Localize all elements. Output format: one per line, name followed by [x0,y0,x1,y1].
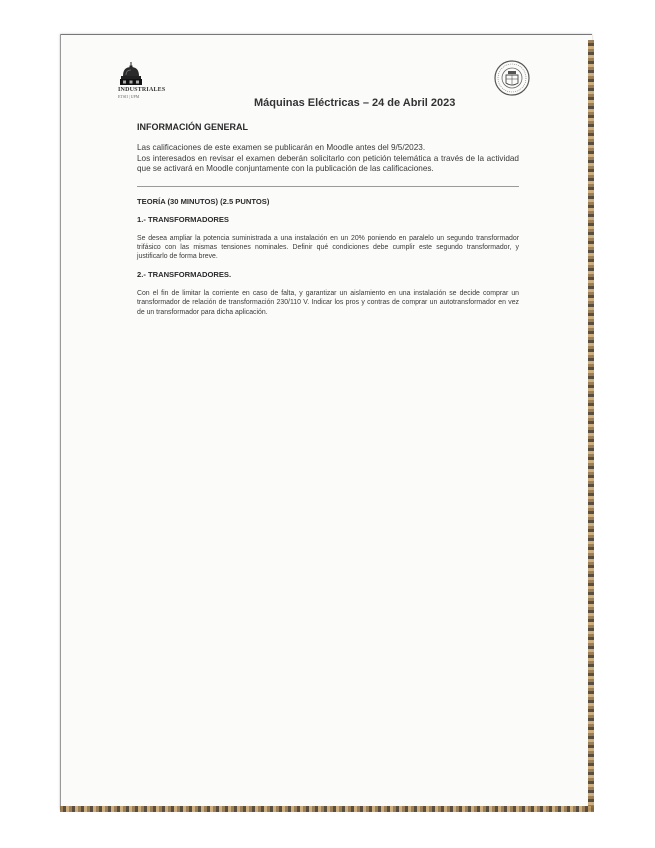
dome-logo-icon [118,62,144,86]
question-2-title: 2.- TRANSFORMADORES. [137,270,232,280]
general-info-paragraph: Los interesados en revisar el examen deberán solicitarlo con petición telemática a través de la actividad que se activará en Moodle conjuntamente con la publicación de las calificaciones. [137,153,519,173]
logo-text: INDUSTRIALES [118,87,166,93]
theory-heading: TEORÍA (30 MINUTOS) (2.5 PUNTOS) [137,196,270,206]
university-seal-icon [494,60,530,96]
question-1-title: 1.- TRANSFORMADORES [137,214,229,224]
school-logo [118,62,178,99]
question-2-body: Con el fin de limitar la corriente en caso de falta, y garantizar un aislamiento en una instalación se decide comprar un transformador de relación de transformación 230/110 V. Indicar los pros y contras de comprar un autotransformador en vez de un transformador para dicha aplicación. [137,290,519,316]
general-info-paragraph: Las calificaciones de este examen se publicarán en Moodle antes del 9/5/2023. [137,143,426,152]
exam-content [137,122,519,326]
general-info-text [137,143,519,175]
paper-edge-right [588,40,594,812]
page-title: Máquinas Eléctricas – 24 de Abril 2023 [254,97,456,109]
paper-edge-bottom [60,806,594,812]
logo-subtext: ETSII | UPM [118,94,140,99]
paper-edge-left [60,34,61,810]
general-info-heading: INFORMACIÓN GENERAL [137,122,248,132]
question-1-body: Se desea ampliar la potencia suministrada a una instalación en un 20% poniendo en paralelo un segundo transformador trifásico con las mismas tensiones nominales. Definir qué condiciones debe cumplir este segundo transformador, y justificarlo de forma breve. [137,234,519,260]
section-divider [137,186,519,187]
paper-edge-top [60,34,592,35]
